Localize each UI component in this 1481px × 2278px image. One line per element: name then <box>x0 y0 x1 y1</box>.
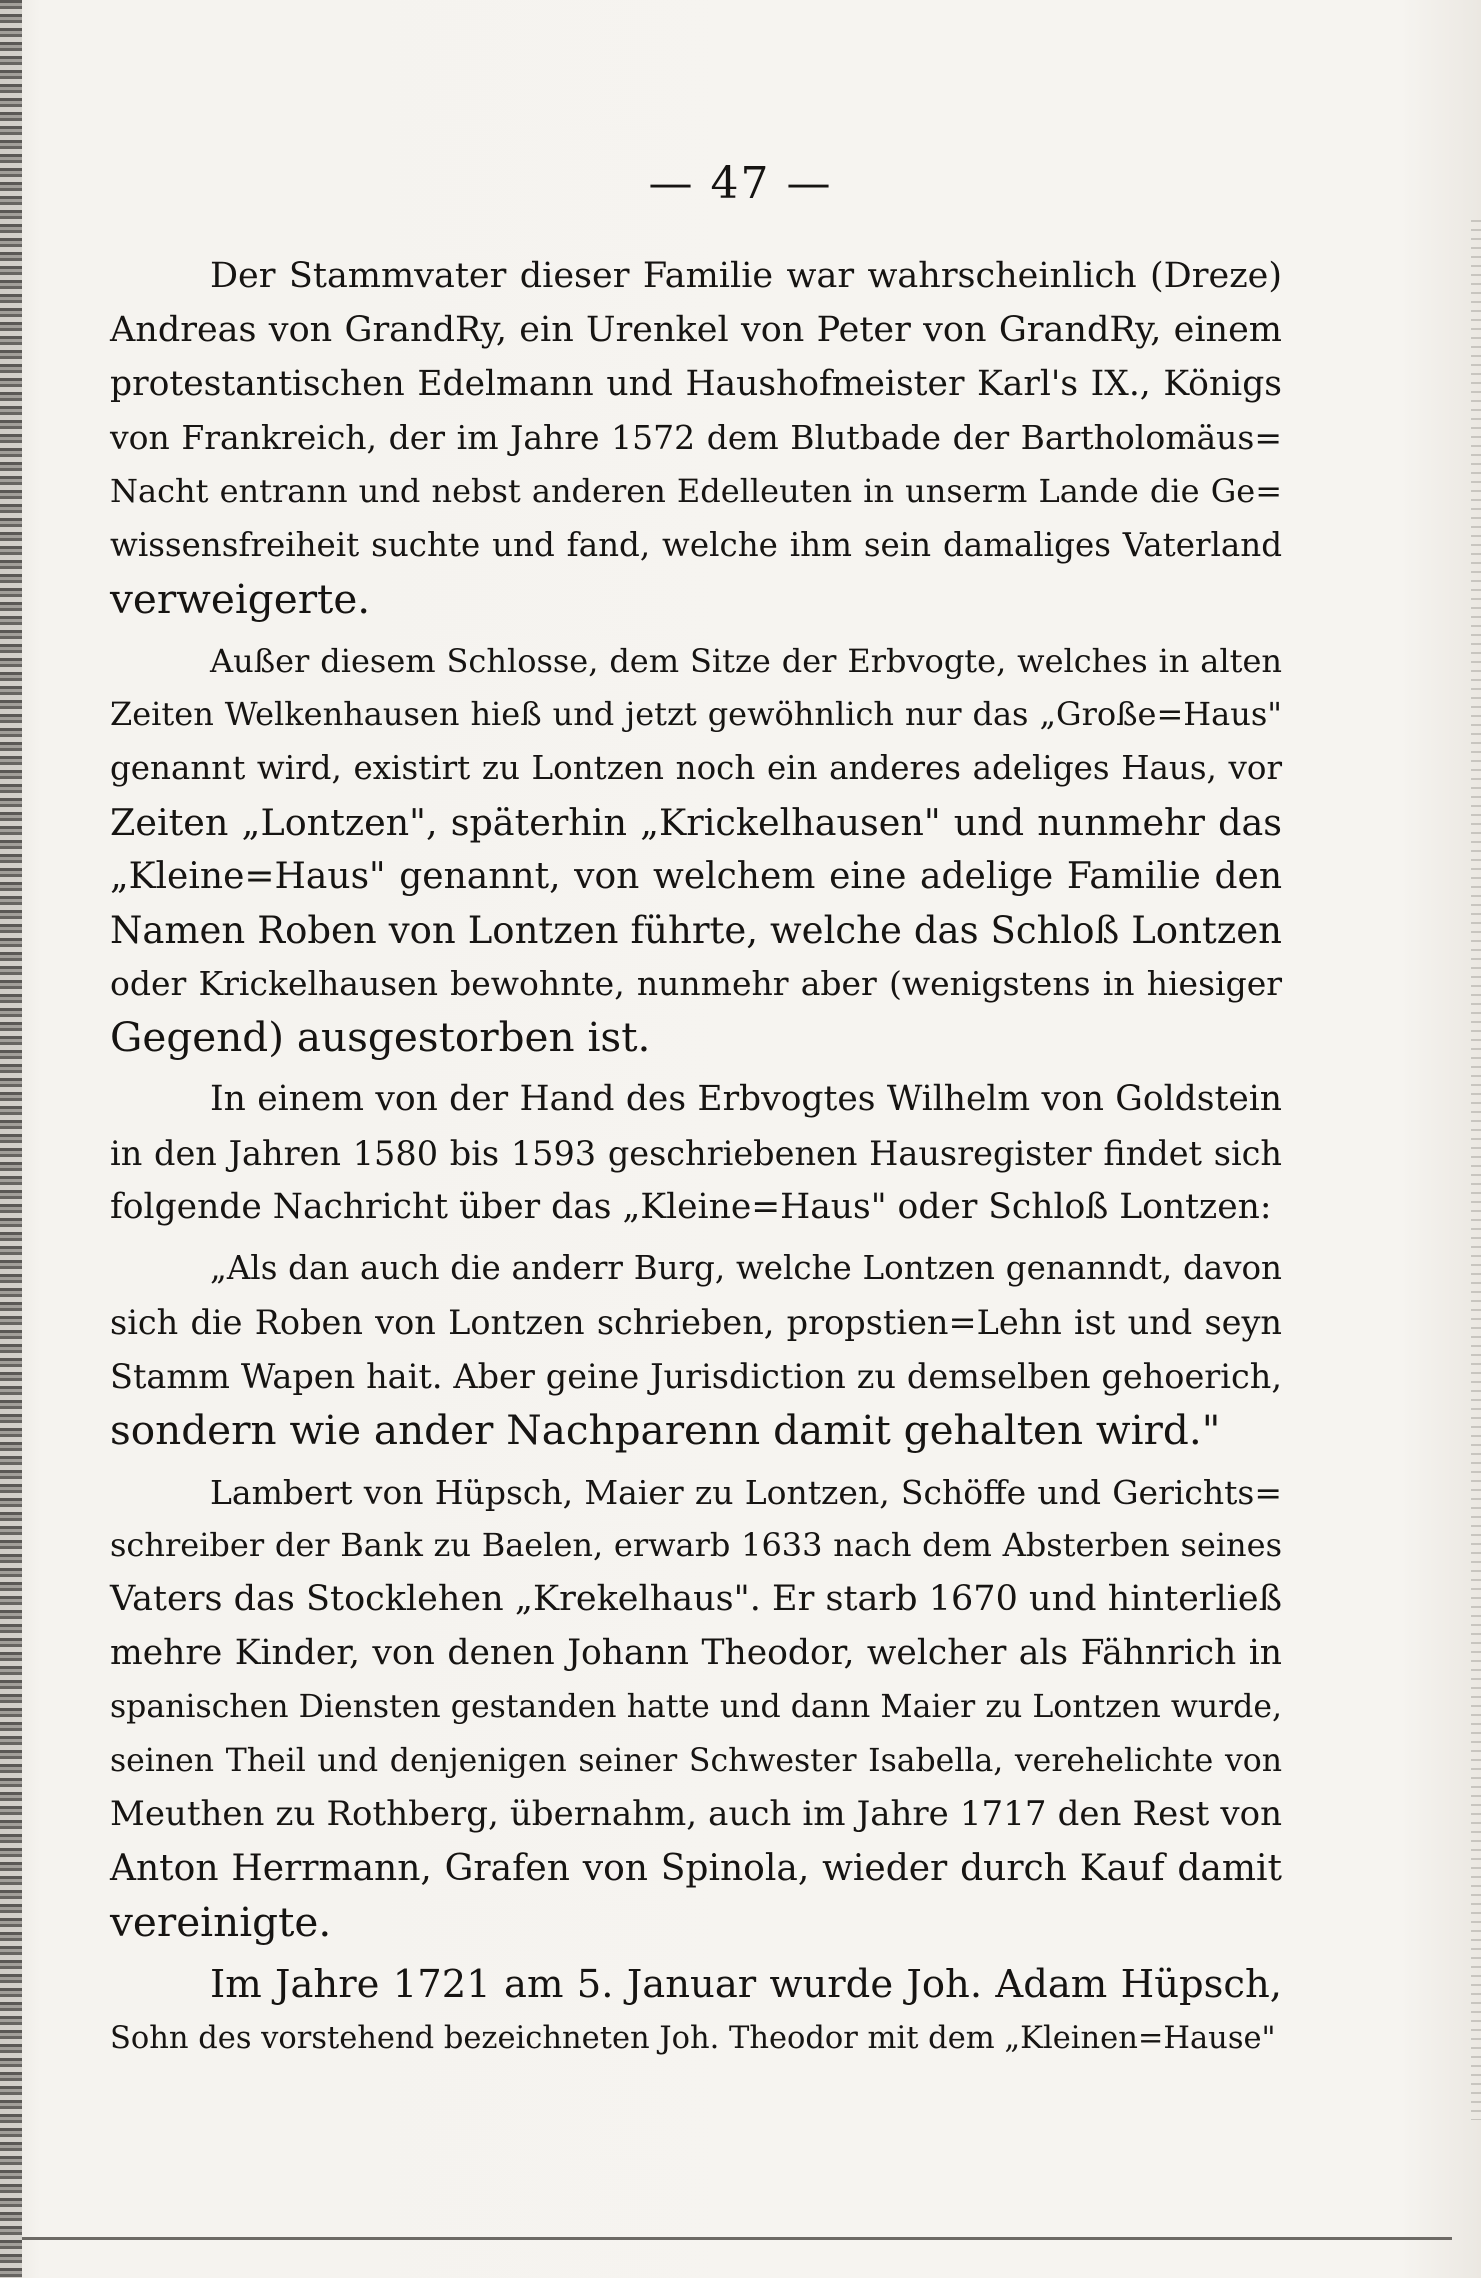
paragraph <box>110 1958 1282 2066</box>
text-line: Der Stammvater dieser Familie war wahrscheinlich (Dreze) <box>210 256 1282 296</box>
paragraph <box>110 1242 1282 1457</box>
text-line: Vaters das Stocklehen „Krekelhaus". Er starb 1670 und hinterließ <box>110 1579 1282 1620</box>
text-line: Gegend) ausgestorben ist. <box>110 1013 651 1062</box>
scan-binding-edge <box>0 0 22 2278</box>
text-line: seinen Theil und denjenigen seiner Schwester Isabella, verehelichte von <box>110 1742 1282 1779</box>
text-line: protestantischen Edelmann und Haushofmeister Karl's IX., Königs <box>110 363 1282 404</box>
text-line: vereinigte. <box>110 1897 332 1946</box>
scan-right-edge <box>1471 220 1481 2120</box>
text-line: Im Jahre 1721 am 5. Januar wurde Joh. Adam Hüpsch, <box>210 1961 1282 2007</box>
text-line: schreiber der Bank zu Baelen, erwarb 1633 nach dem Absterben seines <box>110 1526 1282 1565</box>
text-line: Zeiten „Lontzen", späterhin „Krickelhausen" und nunmehr das <box>110 800 1282 844</box>
paragraph-gap <box>110 627 1282 635</box>
text-line: In einem von der Hand des Erbvogtes Wilhelm von Goldstein <box>210 1078 1282 1119</box>
text-line: von Frankreich, der im Jahre 1572 dem Blutbade der Bartholomäus= <box>110 418 1282 458</box>
text-line: in den Jahren 1580 bis 1593 geschriebenen Hausregister findet sich <box>110 1133 1282 1173</box>
text-line: oder Krickelhausen bewohnte, nunmehr aber (wenigstens in hiesiger <box>110 964 1282 1004</box>
page-number: — 47 — <box>648 158 833 209</box>
text-line: spanischen Diensten gestanden hatte und dann Maier zu Lontzen wurde, <box>110 1688 1282 1725</box>
text-line: mehre Kinder, von denen Johann Theodor, welcher als Fähnrich in <box>110 1632 1282 1673</box>
text-line: wissensfreiheit suchte und fand, welche ihm sein damaliges Vaterland <box>110 525 1282 564</box>
text-line: Namen Roben von Lontzen führte, welche das Schloß Lontzen <box>110 908 1282 952</box>
text-line: Sohn des vorstehend bezeichneten Joh. Theodor mit dem „Kleinen=Hause" <box>110 2020 1276 2056</box>
paragraph-gap <box>110 1950 1282 1958</box>
text-line: „Kleine=Haus" genannt, von welchem eine adelige Familie den <box>110 855 1282 897</box>
text-line: Anton Herrmann, Grafen von Spinola, wieder durch Kauf damit <box>110 1848 1282 1890</box>
text-line: genannt wird, existirt zu Lontzen noch ein anderes adeliges Haus, vor <box>110 749 1282 788</box>
text-line: Lambert von Hüpsch, Maier zu Lontzen, Schöffe und Gerichts= <box>210 1472 1282 1512</box>
text-line: Zeiten Welkenhausen hieß und jetzt gewöhnlich nur das „Große=Haus" <box>110 695 1282 734</box>
text-line: sich die Roben von Lontzen schrieben, propstien=Lehn ist und seyn <box>110 1303 1282 1343</box>
text-line: Stamm Wapen hait. Aber geine Jurisdiction zu demselben gehoerich, <box>110 1356 1282 1396</box>
body-text <box>110 250 1282 2065</box>
paragraph-gap <box>110 1458 1282 1466</box>
paragraph <box>110 250 1282 627</box>
text-line: sondern wie ander Nachparenn damit gehalten wird." <box>110 1405 1221 1454</box>
text-line: Meuthen zu Rothberg, übernahm, auch im Jahre 1717 den Rest von <box>110 1794 1282 1835</box>
paragraph <box>110 1466 1282 1950</box>
text-line: „Als dan auch die anderr Burg, welche Lontzen genanndt, davon <box>210 1249 1282 1288</box>
text-line: verweigerte. <box>110 574 371 623</box>
text-line: Nacht entrann und nebst anderen Edelleuten in unserm Lande die Ge= <box>110 472 1282 511</box>
scan-bottom-edge <box>22 2237 1452 2240</box>
paragraph <box>110 635 1282 1065</box>
paragraph-gap <box>110 1234 1282 1242</box>
text-line: folgende Nachricht über das „Kleine=Haus" oder Schloß Lontzen: <box>110 1186 1272 1227</box>
paragraph <box>110 1073 1282 1234</box>
text-line: Außer diesem Schlosse, dem Sitze der Erbvogte, welches in alten <box>210 641 1282 680</box>
text-line: Andreas von GrandRy, ein Urenkel von Peter von GrandRy, einem <box>110 309 1282 350</box>
paragraph-gap <box>110 1065 1282 1073</box>
